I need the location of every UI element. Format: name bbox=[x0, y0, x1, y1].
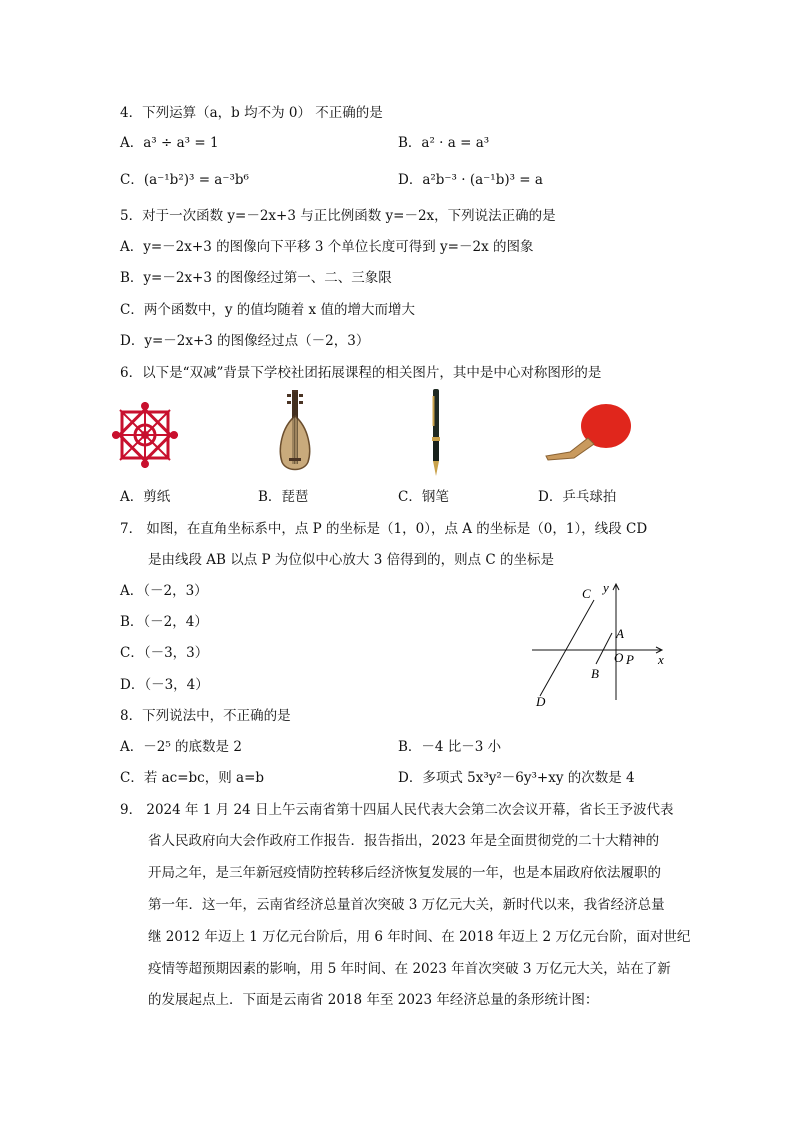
label-y: y bbox=[603, 580, 609, 595]
q5-option-b: B．y=－2x+3 的图像经过第一、二、三象限 bbox=[120, 270, 392, 286]
q9-line-3: 开局之年，是三年新冠疫情防控转移后经济恢复发展的一年，也是本届政府依法履职的 bbox=[148, 865, 661, 881]
label-c: C bbox=[582, 586, 591, 601]
q9-line-6: 疫情等超预期因素的影响，用 5 年时间、在 2023 年首次突破 3 万亿元大关，站在了新 bbox=[148, 961, 671, 977]
segment-ab bbox=[596, 633, 612, 664]
q9-line-1: 9． 2024 年 1 月 24 日上午云南省第十四届人民代表大会第二次会议开幕，省长王予波代表 bbox=[120, 802, 674, 818]
q6-option-b: B．琵琶 bbox=[258, 489, 309, 505]
label-o: O bbox=[614, 650, 624, 665]
q9-line-2: 省人民政府向大会作政府工作报告．报告指出，2023 年是全面贯彻党的二十大精神的 bbox=[148, 833, 660, 849]
q9-line-7: 的发展起点上．下面是云南省 2018 年至 2023 年经济总量的条形统计图： bbox=[148, 992, 599, 1008]
q7-option-a: A．（－2，3） bbox=[120, 583, 208, 599]
q7-coordinate-figure bbox=[524, 576, 674, 712]
q5-option-c: C．两个函数中，y 的值均随着 x 值的增大而增大 bbox=[120, 302, 415, 318]
label-d: D bbox=[536, 694, 546, 709]
q7-stem-line1: 7． 如图，在直角坐标系中，点 P 的坐标是（1，0），点 A 的坐标是（0，1），线段 CD bbox=[120, 521, 648, 537]
q4-option-c: C．(a⁻¹b²)³ = a⁻³b⁶ bbox=[120, 172, 249, 188]
label-p: P bbox=[626, 652, 634, 667]
q8-option-a: A．－2⁵ 的底数是 2 bbox=[120, 739, 242, 755]
q9-line-5: 继 2012 年迈上 1 万亿元台阶后，用 6 年时间、在 2018 年迈上 2 万亿元台阶，面对世纪 bbox=[148, 929, 691, 945]
ping-pong-paddle-image bbox=[542, 400, 634, 462]
q8-option-d: D．多项式 5x³y²－6y³+xy 的次数是 4 bbox=[398, 770, 635, 786]
q7-option-c: C．（－3，3） bbox=[120, 645, 209, 661]
q4-option-d: D．a²b⁻³ · (a⁻¹b)³ = a bbox=[398, 172, 543, 188]
q5-option-a: A．y=－2x+3 的图像向下平移 3 个单位长度可得到 y=－2x 的图象 bbox=[120, 239, 534, 255]
q7-stem-line2: 是由线段 AB 以点 P 为位似中心放大 3 倍得到的，则点 C 的坐标是 bbox=[148, 552, 555, 568]
label-a: A bbox=[616, 626, 624, 641]
q6-option-a: A．剪纸 bbox=[120, 489, 171, 505]
q8-option-c: C．若 ac=bc，则 a=b bbox=[120, 770, 265, 786]
q8-stem: 8．下列说法中，不正确的是 bbox=[120, 708, 291, 724]
q5-option-d: D．y=－2x+3 的图像经过点（－2，3） bbox=[120, 333, 370, 349]
label-x: x bbox=[658, 652, 664, 667]
segment-cd bbox=[540, 600, 594, 696]
q4-option-a: A．a³ ÷ a³ = 1 bbox=[120, 135, 219, 151]
fountain-pen-image bbox=[428, 388, 444, 478]
pipa-image bbox=[274, 388, 316, 474]
q4-stem: 4．下列运算（a，b 均不为 0） 不正确的是 bbox=[120, 105, 383, 121]
q4-option-b: B．a² · a = a³ bbox=[398, 135, 490, 151]
paper-cut-image bbox=[110, 400, 180, 470]
q7-option-d: D．（－3，4） bbox=[120, 677, 209, 693]
q7-option-b: B．（－2，4） bbox=[120, 614, 208, 630]
q6-option-c: C．钢笔 bbox=[398, 489, 449, 505]
q6-stem: 6．以下是“双减”背景下学校社团拓展课程的相关图片，其中是中心对称图形的是 bbox=[120, 365, 602, 381]
q6-option-d: D．乒乓球拍 bbox=[538, 489, 617, 505]
q9-line-4: 第一年．这一年，云南省经济总量首次突破 3 万亿元大关，新时代以来，我省经济总量 bbox=[148, 897, 665, 913]
label-b: B bbox=[591, 666, 599, 681]
q8-option-b: B．－4 比－3 小 bbox=[398, 739, 502, 755]
q5-stem: 5．对于一次函数 y=－2x+3 与正比例函数 y=－2x，下列说法正确的是 bbox=[120, 208, 556, 224]
